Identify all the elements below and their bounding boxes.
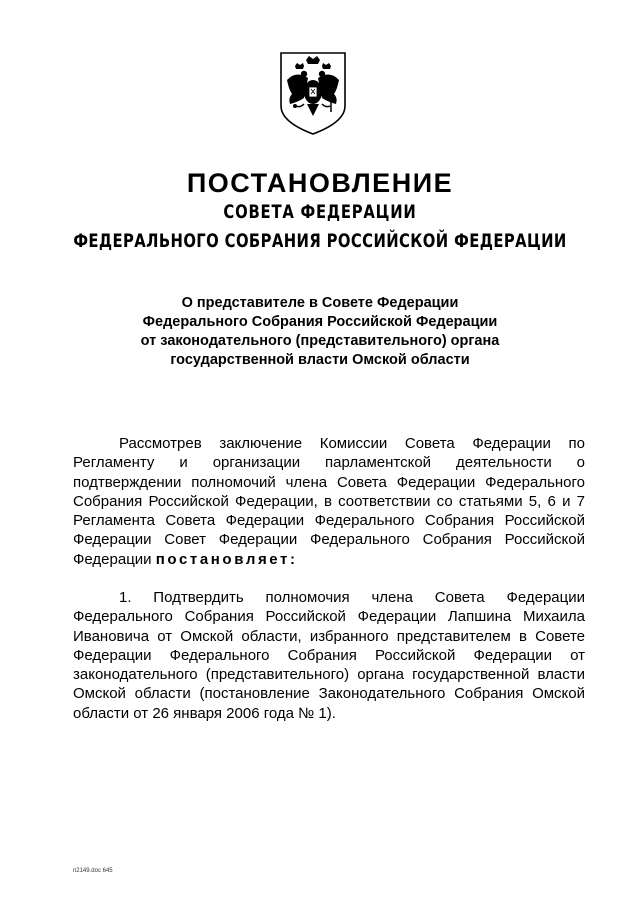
heading-line: О представителе в Совете Федерации — [181, 295, 459, 311]
document-heading — [0, 294, 640, 370]
paragraph-item-1 — [73, 588, 585, 723]
russian-coat-of-arms-icon — [278, 50, 348, 136]
heading-line: государственной власти Омской области — [170, 352, 470, 368]
heading-line: от законодательного (представительного) органа — [140, 333, 500, 349]
document-subtitle-line2: ФЕДЕРАЛЬНОГО СОБРАНИЯ РОССИЙСКОЙ ФЕДЕРАЦИИ — [73, 230, 567, 252]
item-1-text: 1. Подтвердить полномочия члена Совета Федерации Федерального Собрания Российской Федерации Лапшина Михаила Ивановича от Омской области, избранного представителем в Совете Федерации Федерального Собрания Российской Федерации от законодательного (представительного) органа государственной власти Омской области (постановление Законодательного Собрания Омской области от 26 января 2006 года № 1). — [73, 589, 585, 722]
paragraph-preamble — [73, 434, 585, 569]
document-title: ПОСТАНОВЛЕНИЕ — [186, 168, 454, 198]
heading-line: Федерального Собрания Российской Федерации — [142, 314, 498, 330]
file-reference: п2149.doc 645 — [73, 868, 113, 874]
document-subtitle-line1: СОВЕТА ФЕДЕРАЦИИ — [223, 201, 417, 223]
preamble-text: Рассмотрев заключение Комиссии Совета Федерации по Регламенту и организации парламентской деятельности о подтверждении полномочий члена Совета Федерации Федерального Собрания Российской Федерации, в соответствии со статьями 5, 6 и 7 Регламента Совета Федерации Федерального Собрания Российской Федерации Совет Федерации Федерального Собрания Российской Федерации — [73, 435, 585, 568]
resolves-word: постановляет: — [155, 550, 298, 568]
